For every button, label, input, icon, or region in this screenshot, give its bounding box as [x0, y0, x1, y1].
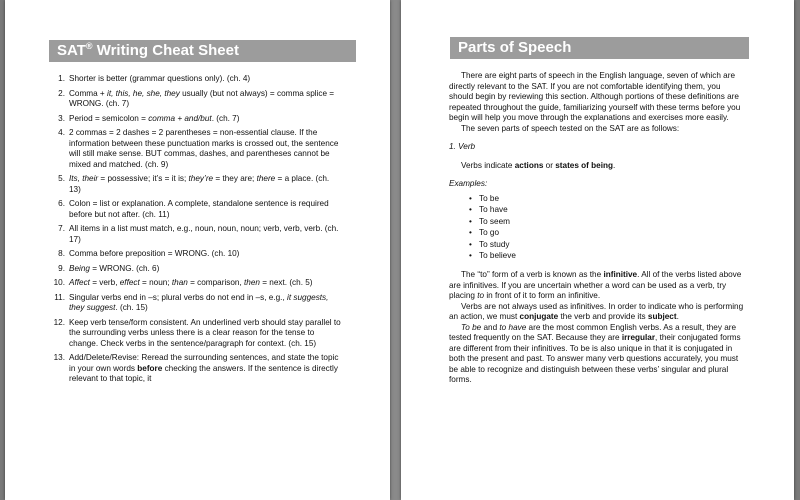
cheat-sheet-item — [47, 293, 343, 314]
parts-of-speech-title-banner: Parts of Speech — [450, 37, 749, 59]
text-run: = possessive; it’s = it is; — [98, 174, 189, 183]
cheat-sheet-item — [47, 174, 343, 195]
text-run: Verbs are not always used as infinitives. In order to indicate who is performing an action, we must — [449, 301, 744, 322]
item-number: 12. — [53, 317, 65, 327]
cheat-sheet-list — [47, 74, 343, 389]
item-number: 8. — [58, 249, 65, 258]
intro-list-lead: The seven parts of speech tested on the SAT are as follows: — [461, 123, 680, 133]
text-run: or — [543, 160, 556, 170]
cheat-sheet-item — [47, 249, 343, 260]
text-run: Verbs indicate — [461, 160, 515, 170]
text-run: To be — [461, 322, 482, 332]
item-number: 4. — [58, 128, 65, 137]
text-run: = next. (ch. 5) — [259, 278, 313, 287]
verbs-indicate-paragraph — [449, 161, 745, 172]
verb-examples-list — [469, 193, 745, 263]
text-run: conjugate — [519, 312, 559, 322]
cheat-sheet-item — [47, 114, 343, 125]
text-run: are the most common English verbs. As a result, they are tested frequently on the SAT. Because they are — [449, 322, 737, 343]
text-run: subject — [647, 312, 677, 322]
verb-section-heading: 1. Verb — [449, 142, 476, 151]
item-number: 5. — [58, 174, 65, 183]
text-run: Colon = list or explanation. A complete, standalone sentence is required before but not after. (ch. 11) — [69, 199, 329, 219]
cheat-sheet-item — [47, 353, 343, 385]
item-number: 7. — [58, 224, 65, 233]
parts-of-speech-content — [449, 71, 745, 386]
text-run: . (ch. 15) — [115, 303, 148, 312]
cheat-sheet-item — [47, 264, 343, 275]
text-run: it, this, he, she, they — [107, 88, 180, 98]
text-run: states of being — [555, 160, 614, 170]
text-run: = they are; — [213, 174, 257, 183]
right-page — [401, 0, 794, 500]
text-run: = WRONG. (ch. 6) — [89, 263, 160, 273]
text-run: . All of the verbs listed above are infinitives. If you are uncertain whether a word can be used as a verb, try placing — [449, 270, 742, 301]
item-number: 11. — [54, 292, 65, 302]
conjugate-paragraph — [449, 302, 745, 323]
text-run: comma + and/but — [148, 113, 212, 123]
text-run: irregular — [621, 333, 656, 343]
text-run: Keep verb tense/form consistent. An underlined verb should stay parallel to the surrounding verbs unless there is a clear reason for the tense to change. Check verbs in the sentence/paragraph for context. (ch. 15) — [69, 317, 341, 348]
text-run: Period = semicolon = — [69, 113, 149, 123]
verb-example: • To be — [469, 193, 745, 205]
text-run: and — [481, 322, 500, 332]
text-run: = a place. (ch. 13) — [69, 174, 330, 194]
verb-example: • To go — [469, 227, 745, 239]
text-run: Affect — [69, 278, 90, 287]
text-run: than — [171, 278, 188, 287]
left-page — [5, 0, 390, 500]
text-run: Add/Delete/Revise: Reread the surrounding sentences, and state the topic in your own words — [69, 353, 339, 373]
irregular-paragraph — [449, 323, 745, 386]
item-number: 3. — [58, 113, 65, 123]
item-number: 13. — [53, 353, 65, 362]
text-run: Shorter is better (grammar questions only). (ch. 4) — [69, 74, 251, 83]
intro-paragraph: There are eight parts of speech in the English language, seven of which are directly relevant to the SAT. If you are not comfortable identifying them, you should begin by reviewing this section. Although portions of these definitions are repeated throughout the guide, familiarizing yourself with these terms before you begin will help you move through the explanations and exercises more easily. — [449, 71, 741, 122]
text-run: then — [244, 278, 260, 287]
verb-example: • To study — [469, 239, 745, 251]
page-gutter — [390, 0, 401, 500]
cheat-sheet-item — [47, 199, 343, 220]
item-number: 10. — [53, 278, 65, 287]
text-run: Singular verbs end in –s; plural verbs do not end in –s, e.g., — [69, 292, 288, 302]
cheat-sheet-title-banner — [49, 40, 356, 62]
text-run: All items in a list must match, e.g., noun, noun, noun; verb, verb, verb. (ch. 17) — [69, 224, 339, 244]
item-number: 6. — [58, 199, 65, 208]
text-run: . — [676, 312, 679, 322]
text-run: effect — [119, 278, 140, 287]
text-run: Its, their — [69, 174, 99, 183]
verb-example: • To have — [469, 204, 745, 216]
text-run: checking the answers. If the sentence is directly relevant to that topic, it — [69, 363, 338, 383]
text-run: actions — [514, 160, 544, 170]
item-number: 1. — [58, 74, 65, 83]
examples-label: Examples: — [449, 179, 488, 188]
item-number: 9. — [58, 263, 65, 273]
text-run: usually (but not always) = comma splice = WRONG. (ch. 7) — [69, 88, 335, 108]
title-main: SAT — [57, 42, 86, 59]
text-run: before — [137, 363, 163, 373]
text-run: to — [477, 291, 485, 301]
title-rest: Writing Cheat Sheet — [92, 42, 239, 59]
cheat-sheet-item — [47, 74, 343, 85]
text-run: = verb, — [89, 278, 120, 287]
infinitive-paragraph — [449, 270, 745, 302]
cheat-sheet-item — [47, 128, 343, 170]
text-run: The “to” form of a verb is known as the — [461, 270, 604, 280]
text-run: they’re — [188, 174, 214, 183]
text-run: . — [613, 160, 616, 170]
item-number: 2. — [58, 88, 65, 98]
verb-example: • To believe — [469, 250, 745, 262]
text-run: there — [256, 174, 276, 183]
cheat-sheet-item — [47, 278, 343, 289]
cheat-sheet-item — [47, 224, 343, 245]
text-run: the verb and provide its — [558, 312, 648, 322]
text-run: , their conjugated forms are different from their infinitives. To be is also unique in that it is conjugated in both the present and past. To answer many verb questions accurately, you must be able to recognize and distinguish between these verbs’ singular and plural forms. — [449, 333, 741, 385]
cheat-sheet-item — [47, 89, 343, 110]
text-run: it suggests, they suggest — [69, 292, 329, 312]
cheat-sheet-item — [47, 318, 343, 350]
text-run: Comma before preposition = WRONG. (ch. 10) — [69, 249, 240, 258]
text-run: . (ch. 7) — [211, 113, 240, 123]
registered-mark: ® — [85, 41, 93, 51]
text-run: 2 commas = 2 dashes = 2 parentheses = non-essential clause. If the information between these punctuation marks is crossed out, the sentence will still make sense. BUT commas, dashes, and parentheses cannot be mixed and matched. (ch. 9) — [69, 128, 339, 169]
text-run: to have — [499, 322, 527, 332]
text-run: infinitive — [603, 270, 638, 280]
text-run: in front of it to form an infinitive. — [484, 291, 601, 301]
text-run: = noun; — [139, 278, 172, 287]
text-run: = comparison, — [187, 278, 245, 287]
text-run: Comma + — [69, 88, 107, 98]
verb-example: • To seem — [469, 216, 745, 228]
text-run: Being — [69, 263, 90, 273]
